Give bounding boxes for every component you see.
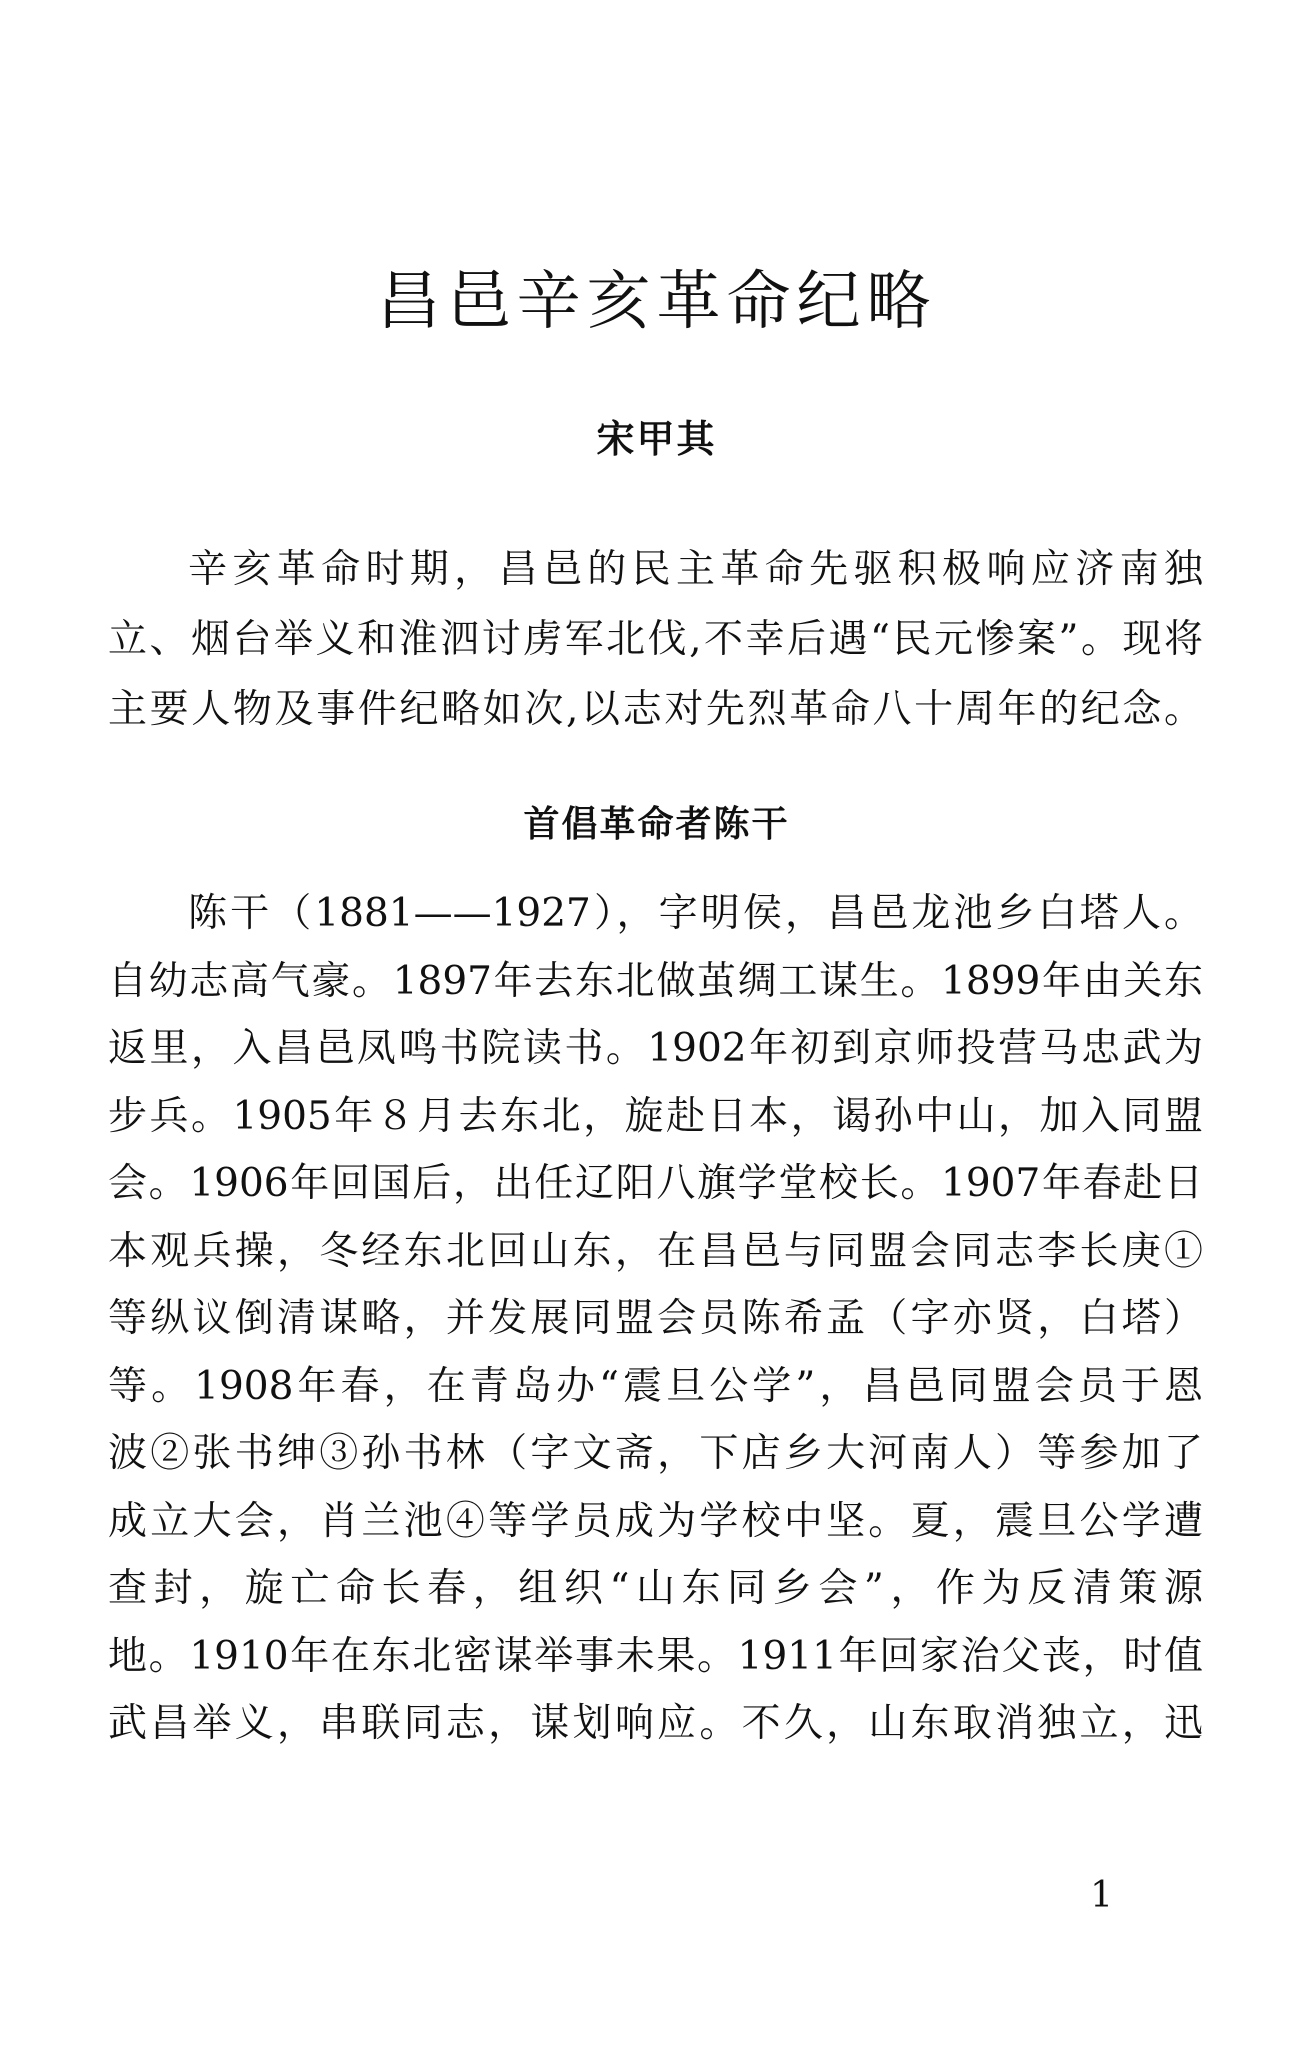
- paragraph-line: 返里，入昌邑凤鸣书院读书。1902年初到京师投营马忠武为: [108, 1026, 1203, 1071]
- paragraph-line: 地。1910年在东北密谋举事未果。1911年回家治父丧，时值: [108, 1633, 1203, 1679]
- section-paragraph: [108, 880, 1203, 1758]
- paragraph-line: 本观兵操，冬经东北回山东，在昌邑与同盟会同志李长庚①: [108, 1228, 1203, 1274]
- paragraph-line: 成立大会，肖兰池④等学员成为学校中坚。夏，震旦公学遭: [108, 1498, 1203, 1544]
- paragraph-line: 步兵。1905年８月去东北，旋赴日本，谒孙中山，加入同盟: [108, 1093, 1203, 1139]
- paragraph-line: 查封，旋亡命长春，组织“山东同乡会”，作为反清策源: [108, 1566, 1203, 1611]
- article-title: 昌邑辛亥革命纪略: [376, 265, 937, 339]
- intro-line: 立、烟台举义和淮泗讨虏军北伐,不幸后遇“民元惨案”。现将: [108, 617, 1203, 662]
- paragraph-line: 等纵议倒清谋略，并发展同盟会员陈希孟（字亦贤，白塔）: [108, 1296, 1203, 1341]
- paragraph-line: 陈干（1881——1927），字明侯，昌邑龙池乡白塔人。: [188, 891, 1203, 936]
- paragraph-line: 波②张书绅③孙书林（字文斋，下店乡大河南人）等参加了: [108, 1431, 1203, 1476]
- page-number: 1: [1090, 1875, 1113, 1916]
- author-name: 宋甲其: [596, 417, 717, 461]
- intro-paragraph: [108, 535, 1203, 745]
- paragraph-line: 等。1908年春，在青岛办“震旦公学”，昌邑同盟会员于恩: [108, 1363, 1203, 1409]
- paragraph-line: 自幼志高气豪。1897年去东北做茧绸工谋生。1899年由关东: [108, 958, 1203, 1004]
- intro-line: 辛亥革命时期，昌邑的民主革命先驱积极响应济南独: [188, 547, 1203, 592]
- intro-line: 主要人物及事件纪略如次,以志对先烈革命八十周年的纪念。: [108, 687, 1203, 732]
- paragraph-line: 会。1906年回国后，出任辽阳八旗学堂校长。1907年春赴日: [108, 1161, 1203, 1206]
- section-heading: 首倡革命者陈干: [523, 804, 790, 845]
- paragraph-line: 武昌举义，串联同志，谋划响应。不久，山东取消独立，迅: [108, 1701, 1203, 1746]
